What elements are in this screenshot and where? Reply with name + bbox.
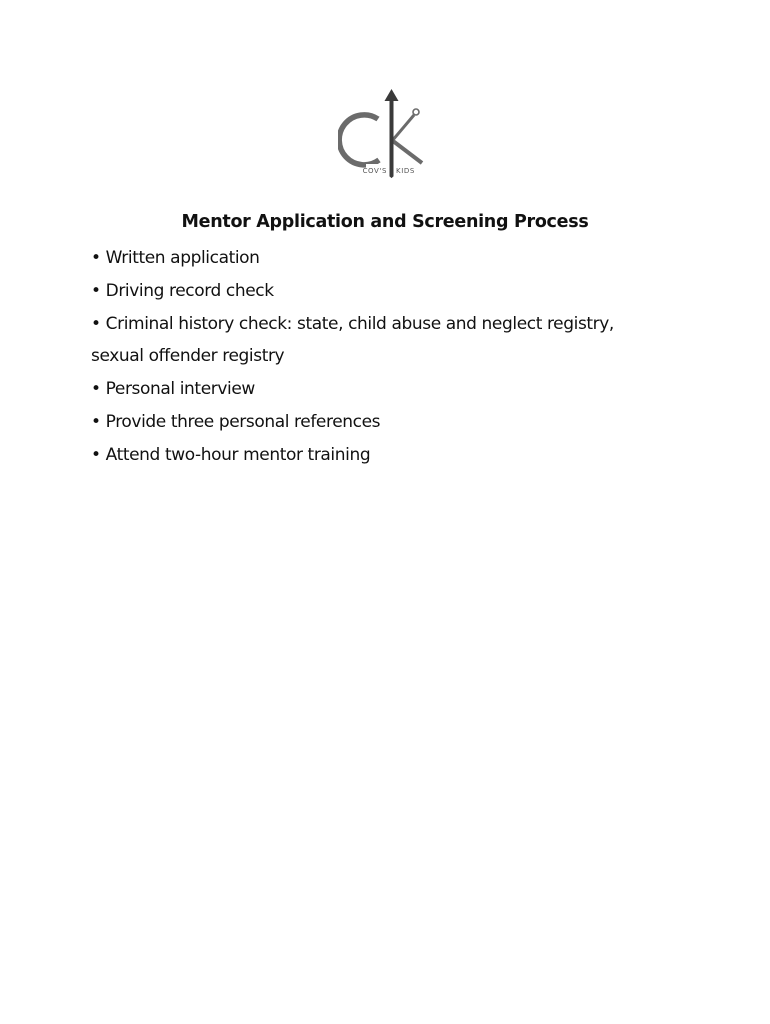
covs-kids-logo <box>338 88 432 182</box>
list-item <box>91 439 671 472</box>
bullet-glyph: • <box>91 313 101 334</box>
bullet-glyph: • <box>91 248 101 268</box>
logo-wordmark-left: COV'S <box>362 167 387 175</box>
list-item-text: Driving record check <box>105 280 274 301</box>
bullet-glyph: • <box>91 444 101 465</box>
ck-arrow-logo-icon <box>338 88 432 182</box>
page-title: Mentor Application and Screening Process <box>181 212 589 232</box>
list-item <box>91 406 671 439</box>
bullet-glyph: • <box>91 379 101 399</box>
list-item <box>91 373 671 406</box>
list-item <box>91 308 671 374</box>
list-item-text: Provide three personal references <box>105 411 381 432</box>
bullet-glyph: • <box>91 280 101 301</box>
list-item-text: Written application <box>105 248 260 268</box>
list-item-text: Criminal history check: state, child abuse and neglect registry, sexual offender registry <box>91 313 614 367</box>
list-item-text: Personal interview <box>105 379 255 399</box>
screening-steps-list <box>91 242 671 471</box>
list-item-text: Attend two-hour mentor training <box>105 444 371 465</box>
logo-wordmark-right: KIDS <box>396 167 415 175</box>
bullet-glyph: • <box>91 411 101 432</box>
list-item <box>91 275 671 308</box>
list-item <box>91 242 671 275</box>
